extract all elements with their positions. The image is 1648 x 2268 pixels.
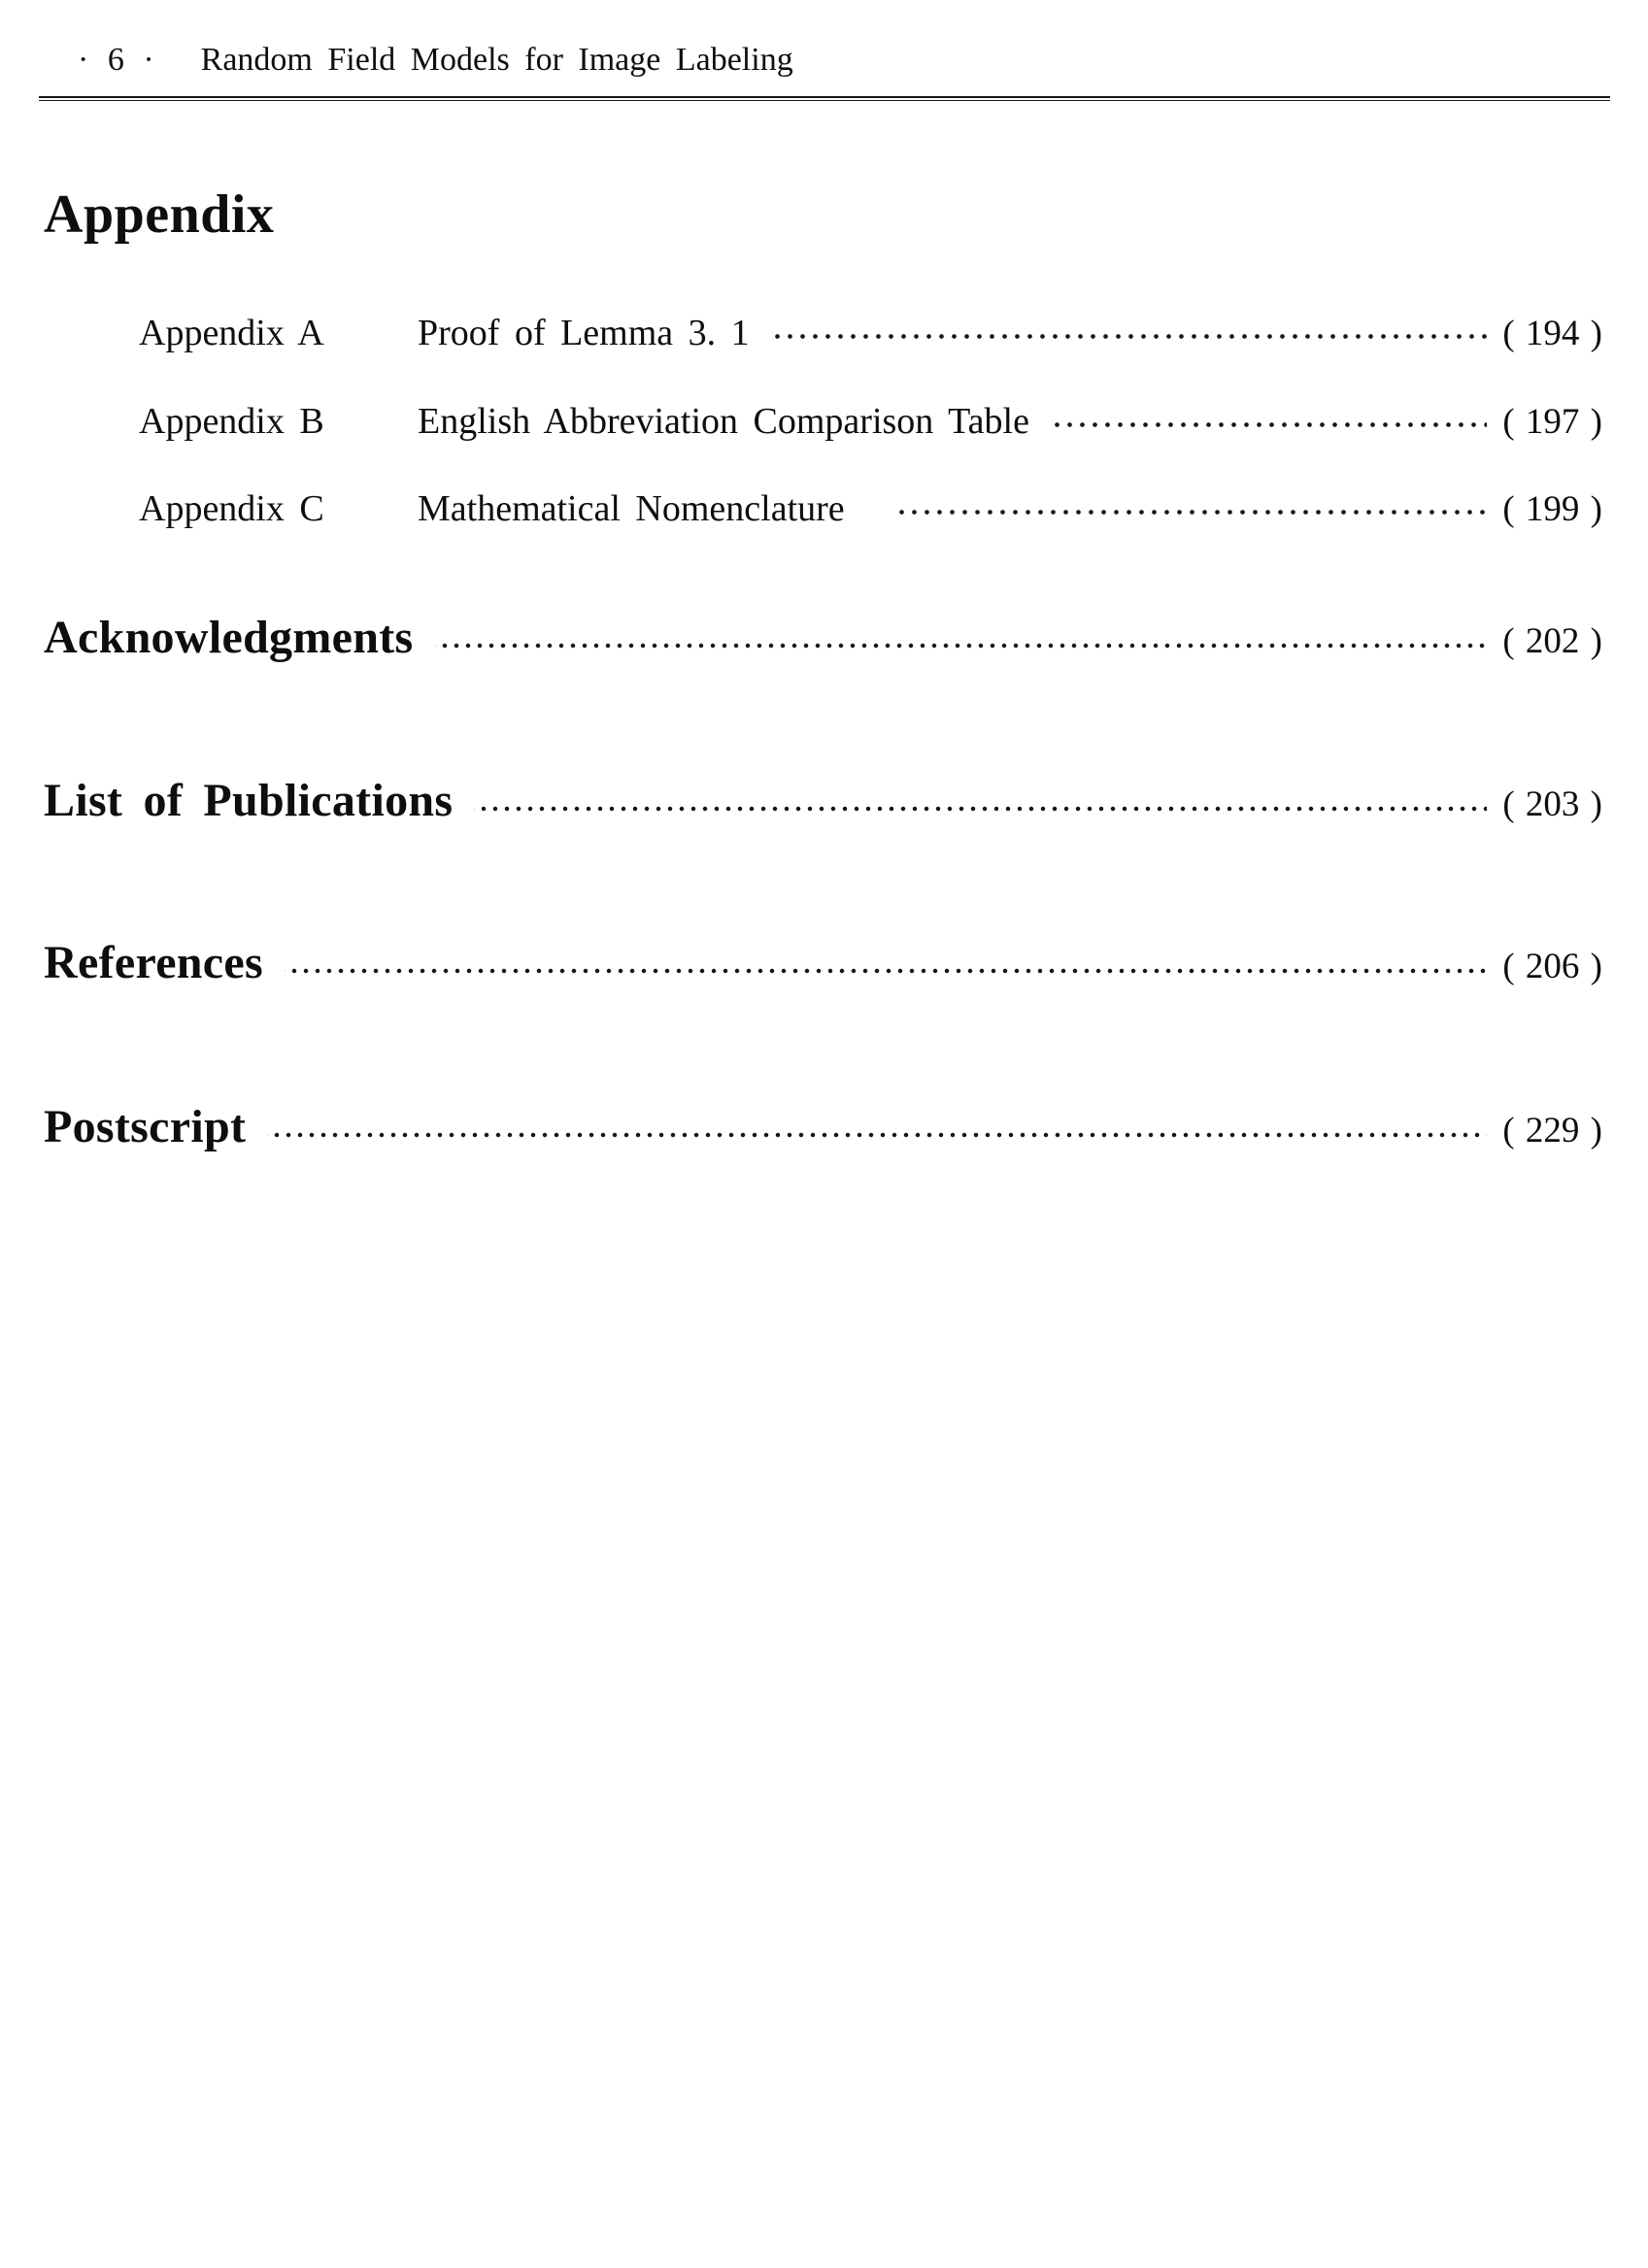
dot-leader (267, 1101, 1487, 1157)
entry-title: List of Publications (44, 775, 454, 826)
dot-leader (435, 612, 1488, 668)
page-number: ( 229 ) (1502, 1111, 1602, 1151)
toc-entry-appendix-a (139, 311, 1602, 356)
entry-title: References (44, 937, 263, 988)
page-number: ( 199 ) (1502, 489, 1602, 529)
toc-entry-appendix-c (139, 486, 1602, 532)
toc-entry-references (44, 937, 1602, 993)
toc-entry-appendix-b (139, 399, 1602, 445)
page-number: ( 194 ) (1502, 314, 1602, 353)
toc-entry-list-of-publications (44, 775, 1602, 831)
entry-title: Proof of Lemma 3. 1 (418, 313, 750, 353)
entry-title: Acknowledgments (44, 612, 414, 663)
dot-leader (285, 937, 1487, 993)
page-number: ( 197 ) (1502, 402, 1602, 442)
appendix-label: Appendix C (139, 488, 324, 529)
running-title: Random Field Models for Image Labeling (200, 42, 793, 78)
toc-entry-acknowledgments (44, 612, 1602, 668)
entry-title: Mathematical Nomenclature (418, 488, 845, 529)
entry-title: English Abbreviation Comparison Table (418, 401, 1029, 442)
entry-title: Postscript (44, 1101, 247, 1152)
page-number: ( 206 ) (1502, 947, 1602, 986)
dot-leader (891, 486, 1488, 532)
dot-leader (767, 311, 1488, 356)
appendix-label: Appendix A (139, 313, 324, 353)
dot-leader (1047, 399, 1487, 445)
dot-leader (474, 775, 1487, 831)
page-number: ( 203 ) (1502, 784, 1602, 824)
appendix-label: Appendix B (139, 401, 324, 442)
appendix-heading: Appendix (44, 184, 275, 245)
page-number: ( 202 ) (1502, 621, 1602, 661)
header-rule (39, 96, 1610, 101)
running-header (78, 41, 1602, 80)
page-number-marker: · 6 · (78, 42, 156, 78)
toc-entry-postscript (44, 1101, 1602, 1157)
